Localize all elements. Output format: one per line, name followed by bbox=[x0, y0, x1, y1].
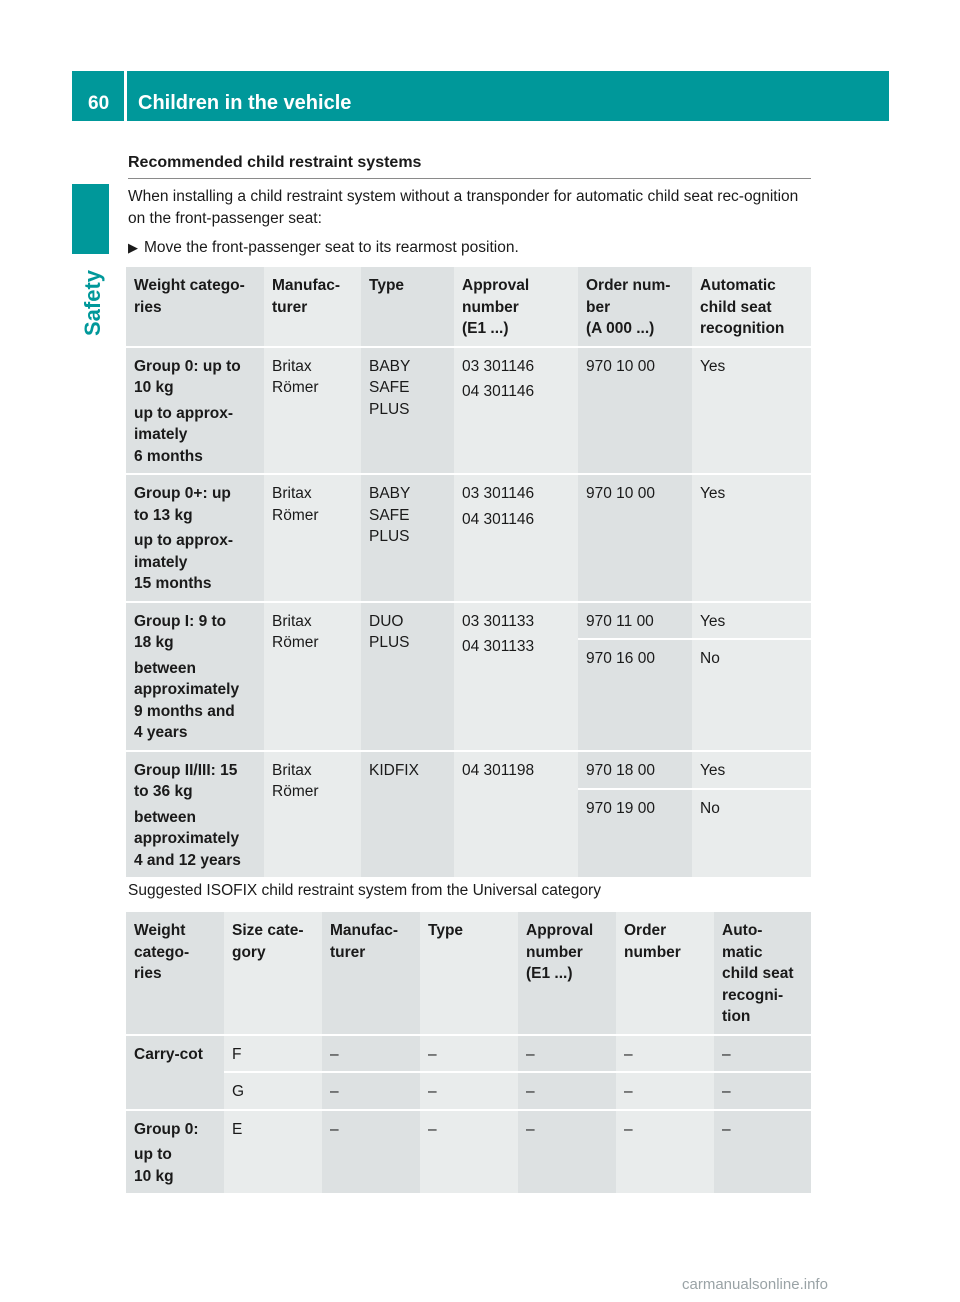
table-row bbox=[126, 1072, 811, 1110]
header-manufacturer: Manufac- turer bbox=[264, 267, 361, 347]
header-automatic-recognition: Automatic child seat recognition bbox=[692, 267, 811, 347]
table-row bbox=[126, 751, 811, 789]
order-number-cell: 970 19 00 bbox=[578, 789, 692, 878]
recommended-restraints-table bbox=[126, 267, 811, 879]
header-type: Type bbox=[361, 267, 454, 347]
size-category-cell: F bbox=[224, 1035, 322, 1073]
weight-category-cell: Carry-cot bbox=[126, 1035, 224, 1110]
header-type: Type bbox=[420, 912, 518, 1035]
size-category-cell: E bbox=[224, 1110, 322, 1195]
page-header bbox=[72, 71, 889, 121]
intro-paragraph: When installing a child restraint system without a transponder for automatic child seat rec-ognition on the front-passenger seat: bbox=[128, 188, 799, 227]
auto-recognition-cell: Yes bbox=[692, 347, 811, 475]
instruction-step bbox=[128, 237, 519, 259]
manufacturer-cell: Britax Römer bbox=[264, 751, 361, 879]
manufacturer-cell: – bbox=[322, 1035, 420, 1073]
type-cell: DUO PLUS bbox=[361, 602, 454, 751]
type-cell: BABY SAFE PLUS bbox=[361, 347, 454, 475]
approval-number-cell: – bbox=[518, 1072, 616, 1110]
header-divider bbox=[124, 71, 127, 121]
table-row bbox=[126, 347, 811, 475]
isofix-restraints-table bbox=[126, 912, 811, 1195]
weight-category-cell: Group I: 9 to 18 kg between approximately 9 months and 4 years bbox=[126, 602, 264, 751]
header-weight-category: Weight catego- ries bbox=[126, 267, 264, 347]
auto-recognition-cell: – bbox=[714, 1035, 811, 1073]
manufacturer-cell: – bbox=[322, 1110, 420, 1195]
type-cell: KIDFIX bbox=[361, 751, 454, 879]
manufacturer-cell: Britax Römer bbox=[264, 347, 361, 475]
header-size-category: Size cate- gory bbox=[224, 912, 322, 1035]
type-cell: – bbox=[420, 1035, 518, 1073]
page-number: 60 bbox=[88, 93, 110, 114]
approval-number-cell: – bbox=[518, 1110, 616, 1195]
isofix-caption: Suggested ISOFIX child restraint system from the Universal category bbox=[128, 882, 601, 899]
order-number-cell: – bbox=[616, 1072, 714, 1110]
order-number-cell: 970 11 00 bbox=[578, 602, 692, 640]
table-row bbox=[126, 602, 811, 640]
manufacturer-cell: – bbox=[322, 1072, 420, 1110]
step-arrow-icon: ▶ bbox=[128, 240, 138, 255]
manufacturer-cell: Britax Römer bbox=[264, 602, 361, 751]
type-cell: – bbox=[420, 1110, 518, 1195]
weight-category-cell: Group 0: up to 10 kg bbox=[126, 1110, 224, 1195]
chapter-title: Children in the vehicle bbox=[138, 92, 352, 114]
side-tab-label: Safety bbox=[80, 269, 105, 336]
auto-recognition-cell: – bbox=[714, 1072, 811, 1110]
header-approval-number: Approval number (E1 ...) bbox=[518, 912, 616, 1035]
manufacturer-cell: Britax Römer bbox=[264, 474, 361, 602]
side-tab-marker bbox=[72, 184, 109, 254]
auto-recognition-cell: Yes bbox=[692, 602, 811, 640]
table-row bbox=[126, 474, 811, 602]
auto-recognition-cell: Yes bbox=[692, 751, 811, 789]
weight-category-cell: Group II/III: 15 to 36 kg between approximately 4 and 12 years bbox=[126, 751, 264, 879]
approval-number-cell: 04 301198 bbox=[454, 751, 578, 879]
order-number-cell: 970 10 00 bbox=[578, 347, 692, 475]
section-divider bbox=[128, 178, 811, 179]
auto-recognition-cell: Yes bbox=[692, 474, 811, 602]
header-approval-number: Approval number (E1 ...) bbox=[454, 267, 578, 347]
table-header-row bbox=[126, 267, 811, 347]
type-cell: – bbox=[420, 1072, 518, 1110]
auto-recognition-cell: No bbox=[692, 789, 811, 878]
weight-category-cell: Group 0+: up to 13 kg up to approx- imately 15 months bbox=[126, 474, 264, 602]
table-row bbox=[126, 1035, 811, 1073]
size-category-cell: G bbox=[224, 1072, 322, 1110]
step-text: Move the front-passenger seat to its rearmost position. bbox=[144, 239, 519, 256]
weight-category-cell: Group 0: up to 10 kg up to approx- imately 6 months bbox=[126, 347, 264, 475]
order-number-cell: 970 18 00 bbox=[578, 751, 692, 789]
header-automatic-recognition: Auto- matic child seat recogni- tion bbox=[714, 912, 811, 1035]
auto-recognition-cell: No bbox=[692, 639, 811, 750]
header-weight-category: Weight catego- ries bbox=[126, 912, 224, 1035]
table-header-row bbox=[126, 912, 811, 1035]
order-number-cell: – bbox=[616, 1035, 714, 1073]
approval-number-cell: 03 301146 04 301146 bbox=[454, 347, 578, 475]
section-title: Recommended child restraint systems bbox=[128, 154, 422, 171]
header-manufacturer: Manufac- turer bbox=[322, 912, 420, 1035]
approval-number-cell: 03 301133 04 301133 bbox=[454, 602, 578, 751]
approval-number-cell: 03 301146 04 301146 bbox=[454, 474, 578, 602]
type-cell: BABY SAFE PLUS bbox=[361, 474, 454, 602]
approval-number-cell: – bbox=[518, 1035, 616, 1073]
table-row bbox=[126, 1110, 811, 1195]
order-number-cell: 970 16 00 bbox=[578, 639, 692, 750]
site-watermark: carmanualsonline.info bbox=[682, 1276, 828, 1293]
auto-recognition-cell: – bbox=[714, 1110, 811, 1195]
order-number-cell: 970 10 00 bbox=[578, 474, 692, 602]
header-order-number: Order num- ber (A 000 ...) bbox=[578, 267, 692, 347]
order-number-cell: – bbox=[616, 1110, 714, 1195]
side-tab bbox=[80, 258, 120, 338]
header-order-number: Order number bbox=[616, 912, 714, 1035]
